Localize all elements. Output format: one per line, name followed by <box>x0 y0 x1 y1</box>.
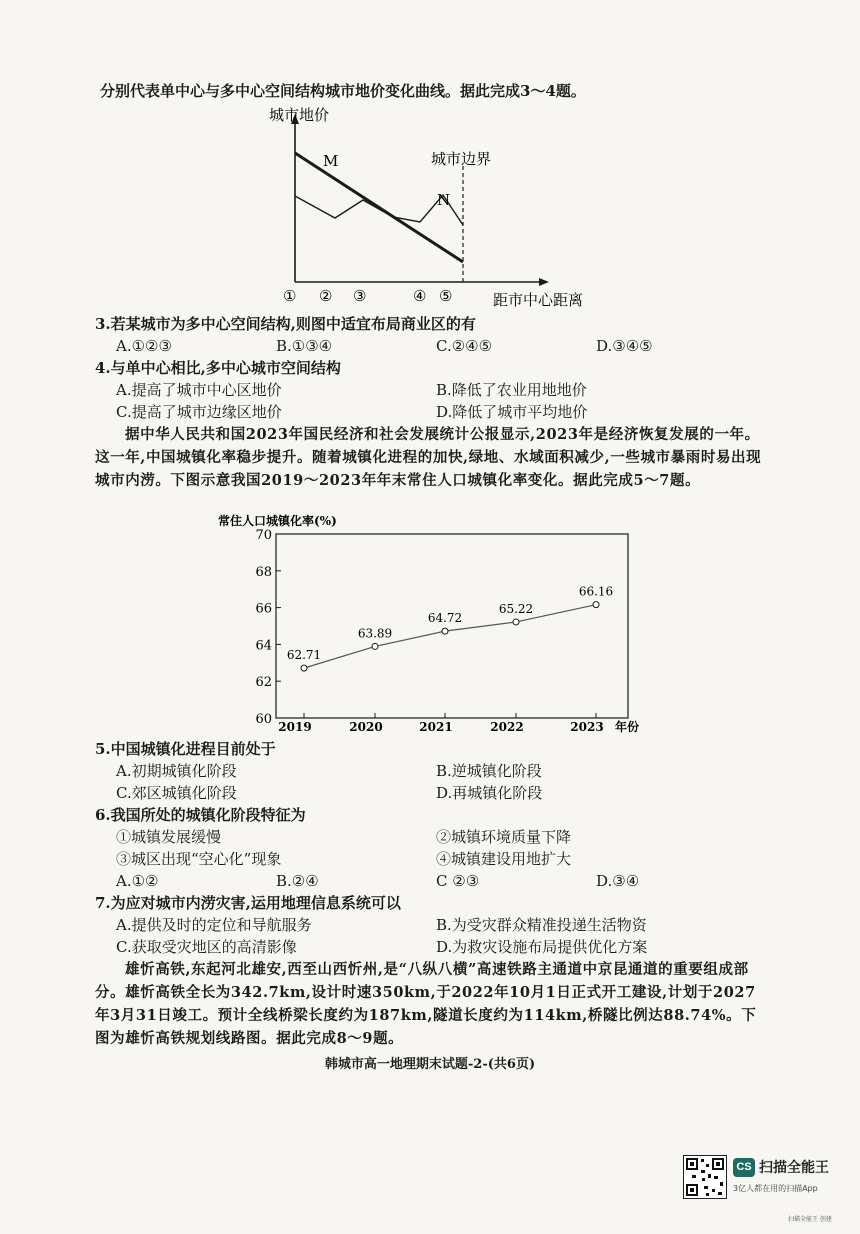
camscanner-brand: 扫描全能王 <box>759 1160 829 1176</box>
data-point <box>301 665 307 671</box>
q6-statement-2: ②城镇环境质量下降 <box>436 828 572 846</box>
chart-xlabel: 年份 <box>615 720 640 734</box>
q7-option-b[interactable]: B.为受灾群众精准投递生活物资 <box>436 916 647 934</box>
q6-statement-1: ①城镇发展缓慢 <box>116 828 222 846</box>
q6-statement-4: ④城镇建设用地扩大 <box>436 850 572 868</box>
label-m: M <box>323 152 339 170</box>
label-n: N <box>437 191 451 209</box>
q5-option-a[interactable]: A.初期城镇化阶段 <box>116 762 237 780</box>
qr-code-icon <box>684 1156 726 1198</box>
q4-option-a[interactable]: A.提高了城市中心区地价 <box>116 381 282 399</box>
x-axis-arrow <box>539 278 549 286</box>
q7-option-c[interactable]: C.获取受灾地区的高清影像 <box>116 938 297 956</box>
data-label: 66.16 <box>578 584 614 599</box>
q6-option-c[interactable]: C ②③ <box>436 872 480 890</box>
q7-option-d[interactable]: D.为救灾设施布局提供优化方案 <box>436 938 648 956</box>
tick-5: ⑤ <box>439 287 453 305</box>
y-tick-label: 70 <box>255 528 272 543</box>
camscanner-created: 扫描全能王 创建 <box>788 1216 832 1223</box>
city-boundary-label: 城市边界 <box>431 150 492 168</box>
q5-option-c[interactable]: C.郊区城镇化阶段 <box>116 784 237 802</box>
q6-option-a[interactable]: A.①② <box>116 872 159 890</box>
q4-option-b[interactable]: B.降低了农业用地地价 <box>436 381 587 399</box>
y-tick-label: 68 <box>255 564 272 580</box>
chart-frame <box>276 534 628 718</box>
q7-option-a[interactable]: A.提供及时的定位和导航服务 <box>116 916 312 934</box>
camscanner-logo: CS <box>733 1158 755 1177</box>
data-point <box>593 602 599 608</box>
data-label: 62.71 <box>286 648 322 663</box>
data-label: 64.72 <box>427 611 463 626</box>
q4-stem: 4.与单中心相比,多中心城市空间结构 <box>95 359 341 377</box>
q3-option-d[interactable]: D.③④⑤ <box>596 337 653 355</box>
q3-stem: 3.若某城市为多中心空间结构,则图中适宜布局商业区的有 <box>95 315 476 333</box>
data-label: 65.22 <box>498 601 534 616</box>
q3-option-b[interactable]: B.①③④ <box>276 337 333 355</box>
fig1-xlabel: 距市中心距离 <box>493 291 584 309</box>
y-tick-label: 64 <box>255 638 272 654</box>
camscanner-slogan: 3亿人都在用的扫描App <box>733 1184 818 1193</box>
q4-option-d[interactable]: D.降低了城市平均地价 <box>436 403 588 421</box>
fig1-ylabel: 城市地价 <box>269 106 330 124</box>
q6-option-d[interactable]: D.③④ <box>596 872 640 890</box>
paragraph-urbanization: 据中华人民共和国2023年国民经济和社会发展统计公报显示,2023年是经济恢复发展的一年。这一年,中国城镇化率稳步提升。随着城镇化进程的加快,绿地、水域面积减少,一些城市暴雨时易出现城市内涝。下图示意我国2019～2023年年末常住人口城镇化率变化。据此完成5～7题。 <box>95 426 762 489</box>
data-point <box>372 643 378 649</box>
q3-option-c[interactable]: C.②④⑤ <box>436 337 493 355</box>
x-tick-label: 2023 <box>570 720 604 734</box>
q5-option-d[interactable]: D.再城镇化阶段 <box>436 784 543 802</box>
intro-line: 分别代表单中心与多中心空间结构城市地价变化曲线。据此完成3～4题。 <box>100 82 586 100</box>
q5-stem: 5.中国城镇化进程目前处于 <box>95 740 276 758</box>
land-price-figure <box>255 100 615 315</box>
page-footer: 韩城市高一地理期末试题-2-(共6页) <box>324 1057 536 1072</box>
tick-1: ① <box>283 287 297 305</box>
tick-4: ④ <box>413 287 427 305</box>
data-point <box>442 628 448 634</box>
urbanization-chart <box>210 510 650 740</box>
x-tick-label: 2022 <box>490 720 524 734</box>
x-tick-label: 2020 <box>349 720 383 734</box>
q6-stem: 6.我国所处的城镇化阶段特征为 <box>95 806 306 824</box>
y-tick-label: 60 <box>255 712 272 727</box>
qr-code <box>683 1155 727 1199</box>
q5-option-b[interactable]: B.逆城镇化阶段 <box>436 762 542 780</box>
tick-3: ③ <box>353 287 367 305</box>
x-tick-label: 2021 <box>419 720 453 734</box>
paragraph-railway: 雄忻高铁,东起河北雄安,西至山西忻州,是“八纵八横”高速铁路主通道中京昆通道的重要组成部分。雄忻高铁全长为342.7km,设计时速350km,于2022年10月1日正式开工建设,计划于2027年3月31日竣工。预计全线桥梁长度约为187km,隧道长度约为114km,桥隧比例达88.74%。下图为雄忻高铁规划线路图。据此完成8～9题。 <box>95 961 757 1047</box>
chart-ylabel: 常住人口城镇化率(%) <box>218 514 337 528</box>
q4-option-c[interactable]: C.提高了城市边缘区地价 <box>116 403 282 421</box>
y-tick-label: 62 <box>255 675 272 691</box>
q7-stem: 7.为应对城市内涝灾害,运用地理信息系统可以 <box>95 894 401 912</box>
y-tick-label: 66 <box>255 601 272 617</box>
x-tick-label: 2019 <box>278 720 312 734</box>
q6-option-b[interactable]: B.②④ <box>276 872 319 890</box>
data-point <box>513 619 519 625</box>
data-label: 63.89 <box>357 626 393 641</box>
q6-statement-3: ③城区出现“空心化”现象 <box>116 850 282 868</box>
q3-option-a[interactable]: A.①②③ <box>116 337 172 355</box>
tick-2: ② <box>319 287 333 305</box>
